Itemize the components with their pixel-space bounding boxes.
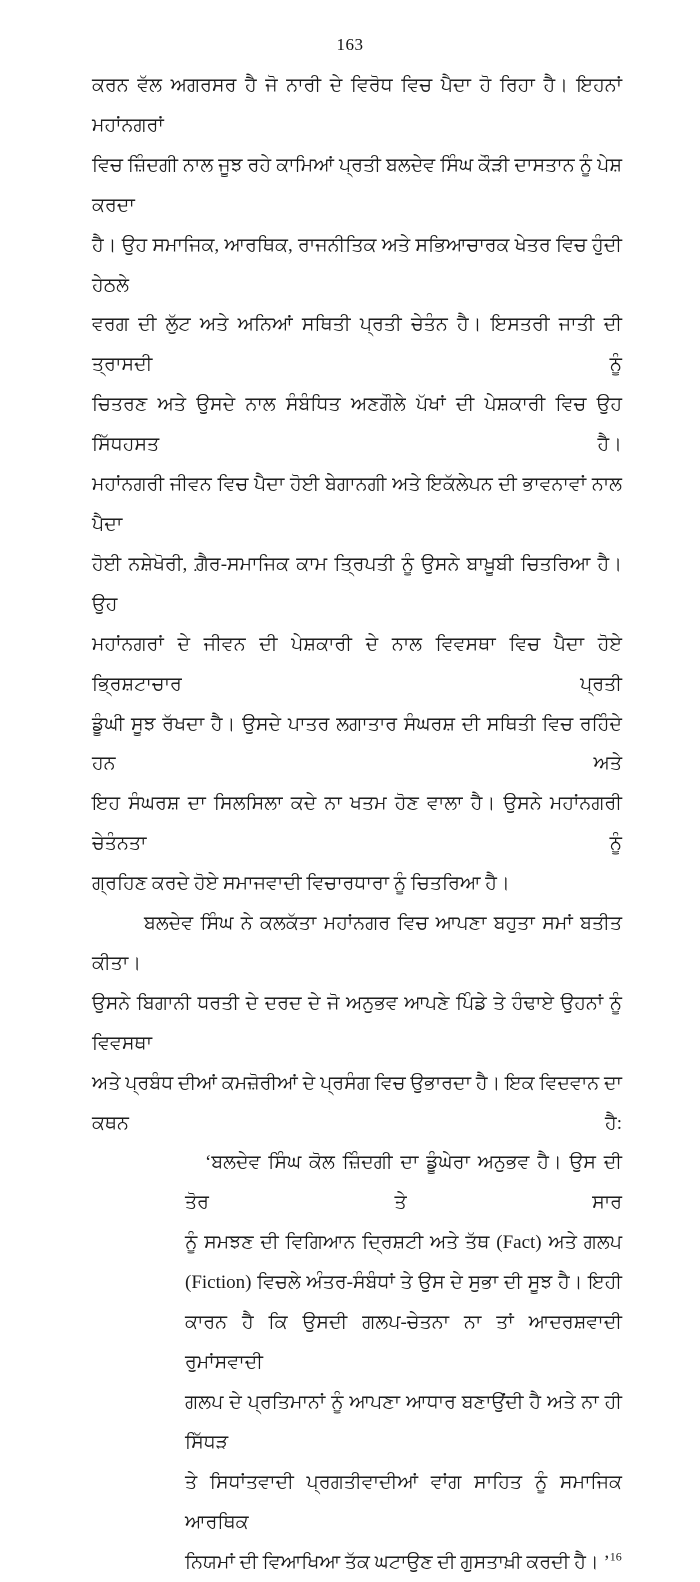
page-number: 163 <box>336 35 364 54</box>
text-line: ਮਹਾਂਨਗਰੀ ਜੀਵਨ ਵਿਚ ਪੈਦਾ ਹੋਈ ਬੇਗਾਨਗੀ ਅਤੇ ਇਕੱਲੇਪਨ ਦੀ ਭਾਵਨਾਵਾਂ ਨਾਲ ਪੈਦਾ <box>92 474 622 535</box>
text-line: ਹੈ। ਉਹ ਸਮਾਜਿਕ, ਆਰਥਿਕ, ਰਾਜਨੀਤਿਕ ਅਤੇ ਸਭਿਆਚਾਰਕ ਖੇਤਰ ਵਿਚ ਹੁੰਦੀ ਹੇਠਲੇ <box>92 234 622 296</box>
text-line: ਉਸਨੇ ਬਿਗਾਨੀ ਧਰਤੀ ਦੇ ਦਰਦ ਦੇ ਜੋ ਅਨੁਭਵ ਆਪਣੇ ਪਿੰਡੇ ਤੇ ਹੰਢਾਏ ਉਹਨਾਂ ਨੂੰ ਵਿਵਸਥਾ <box>92 992 622 1054</box>
quote-line: ਕਾਰਨ ਹੈ ਕਿ ਉਸਦੀ ਗਲਪ-ਚੇਤਨਾ ਨਾ ਤਾਂ ਆਦਰਸ਼ਵਾਦੀ ਰੁਮਾਂਸਵਾਦੀ <box>185 1312 622 1373</box>
paragraph-2 <box>92 904 622 1143</box>
paragraph-1 <box>92 66 622 904</box>
text-line: ਬਲਦੇਵ ਸਿੰਘ ਨੇ ਕਲਕੱਤਾ ਮਹਾਂਨਗਰ ਵਿਚ ਆਪਣਾ ਬਹੁਤਾ ਸਮਾਂ ਬਤੀਤ ਕੀਤਾ। <box>92 913 622 974</box>
quote-line: ਨੂੰ ਸਮਝਣ ਦੀ ਵਿਗਿਆਨ ਦ੍ਰਿਸ਼ਟੀ ਅਤੇ ਤੱਥ (Fact) ਅਤੇ ਗਲਪ <box>185 1232 622 1254</box>
quote-line: ਗਲਪ ਦੇ ਪ੍ਰਤਿਮਾਨਾਂ ਨੂੰ ਆਪਣਾ ਆਧਾਰ ਬਣਾਉਂਦੀ ਹੈ ਅਤੇ ਨਾ ਹੀ ਸਿੱਧੜ <box>185 1391 622 1453</box>
text-line: ਚਿਤਰਣ ਅਤੇ ਉਸਦੇ ਨਾਲ ਸੰਬੰਧਿਤ ਅਣਗੌਲੇ ਪੱਖਾਂ ਦੀ ਪੇਸ਼ਕਾਰੀ ਵਿਚ ਉਹ ਸਿੱਧਹਸਤ ਹੈ। <box>92 394 622 456</box>
text-line: ਕਰਨ ਵੱਲ ਅਗਰਸਰ ਹੈ ਜੋ ਨਾਰੀ ਦੇ ਵਿਰੋਧ ਵਿਚ ਪੈਦਾ ਹੋ ਰਿਹਾ ਹੈ। ਇਹਨਾਂ ਮਹਾਂਨਗਰਾਂ <box>92 75 622 136</box>
text-line: ਡੂੰਘੀ ਸੂਝ ਰੱਖਦਾ ਹੈ। ਉਸਦੇ ਪਾਤਰ ਲਗਾਤਾਰ ਸੰਘਰਸ਼ ਦੀ ਸਥਿਤੀ ਵਿਚ ਰਹਿੰਦੇ ਹਨ ਅਤੇ <box>92 713 622 775</box>
page-content <box>92 66 622 1582</box>
quote-line: (Fiction) ਵਿਚਲੇ ਅੰਤਰ-ਸੰਬੰਧਾਂ ਤੇ ਉਸ ਦੇ ਸੁਭਾ ਦੀ ਸੂਝ ਹੈ। ਇਹੀ <box>185 1272 622 1294</box>
text-line: ਮਹਾਂਨਗਰਾਂ ਦੇ ਜੀਵਨ ਦੀ ਪੇਸ਼ਕਾਰੀ ਦੇ ਨਾਲ ਵਿਵਸਥਾ ਵਿਚ ਪੈਦਾ ਹੋਏ ਭ੍ਰਿਸ਼ਟਾਚਾਰ ਪ੍ਰਤੀ <box>92 633 622 695</box>
quote-line: ‘ਬਲਦੇਵ ਸਿੰਘ ਕੋਲ ਜ਼ਿੰਦਗੀ ਦਾ ਡੂੰਘੇਰਾ ਅਨੁਭਵ ਹੈ। ਉਸ ਦੀ ਤੋਰ ਤੇ ਸਾਰ <box>185 1152 622 1214</box>
block-quote <box>185 1143 622 1582</box>
footnote-reference: 16 <box>609 1549 622 1564</box>
text-line: ਵਿਚ ਜ਼ਿੰਦਗੀ ਨਾਲ ਜੂਝ ਰਹੇ ਕਾਮਿਆਂ ਪ੍ਰਤੀ ਬਲਦੇਵ ਸਿੰਘ ਕੌੜੀ ਦਾਸਤਾਨ ਨੂੰ ਪੇਸ਼ ਕਰਦਾ <box>92 154 622 216</box>
quote-line-last <box>185 1543 622 1582</box>
quote-line-text: ਨਿਯਮਾਂ ਦੀ ਵਿਆਖਿਆ ਤੱਕ ਘਟਾਉਣ ਦੀ ਗੁਸਤਾਖ਼ੀ ਕਰਦੀ ਹੈ। ’ <box>185 1551 610 1573</box>
text-line: ਗ੍ਰਹਿਣ ਕਰਦੇ ਹੋਏ ਸਮਾਜਵਾਦੀ ਵਿਚਾਰਧਾਰਾ ਨੂੰ ਚਿਤਰਿਆ ਹੈ। <box>92 873 510 895</box>
quote-line: ਤੇ ਸਿਧਾਂਤਵਾਦੀ ਪ੍ਰਗਤੀਵਾਦੀਆਂ ਵਾਂਗ ਸਾਹਿਤ ਨੂੰ ਸਮਾਜਿਕ ਆਰਥਿਕ <box>185 1471 622 1533</box>
text-line: ਵਰਗ ਦੀ ਲੁੱਟ ਅਤੇ ਅਨਿਆਂ ਸਥਿਤੀ ਪ੍ਰਤੀ ਚੇਤੰਨ ਹੈ। ਇਸਤਰੀ ਜਾਤੀ ਦੀ ਤ੍ਰਾਸਦੀ ਨੂੰ <box>92 314 622 376</box>
text-line: ਹੋਈ ਨਸ਼ੇਖੋਰੀ, ਗ਼ੈਰ-ਸਮਾਜਿਕ ਕਾਮ ਤ੍ਰਿਪਤੀ ਨੂੰ ਉਸਨੇ ਬਾਖ਼ੂਬੀ ਚਿਤਰਿਆ ਹੈ। ਉਹ <box>92 553 622 615</box>
text-line: ਇਹ ਸੰਘਰਸ਼ ਦਾ ਸਿਲਸਿਲਾ ਕਦੇ ਨਾ ਖਤਮ ਹੋਣ ਵਾਲਾ ਹੈ। ਉਸਨੇ ਮਹਾਂਨਗਰੀ ਚੇਤੰਨਤਾ ਨੂੰ <box>92 793 622 855</box>
text-line: ਅਤੇ ਪ੍ਰਬੰਧ ਦੀਆਂ ਕਮਜ਼ੋਰੀਆਂ ਦੇ ਪ੍ਰਸੰਗ ਵਿਚ ਉਭਾਰਦਾ ਹੈ। ਇਕ ਵਿਦਵਾਨ ਦਾ ਕਥਨ ਹੈ: <box>92 1072 622 1134</box>
